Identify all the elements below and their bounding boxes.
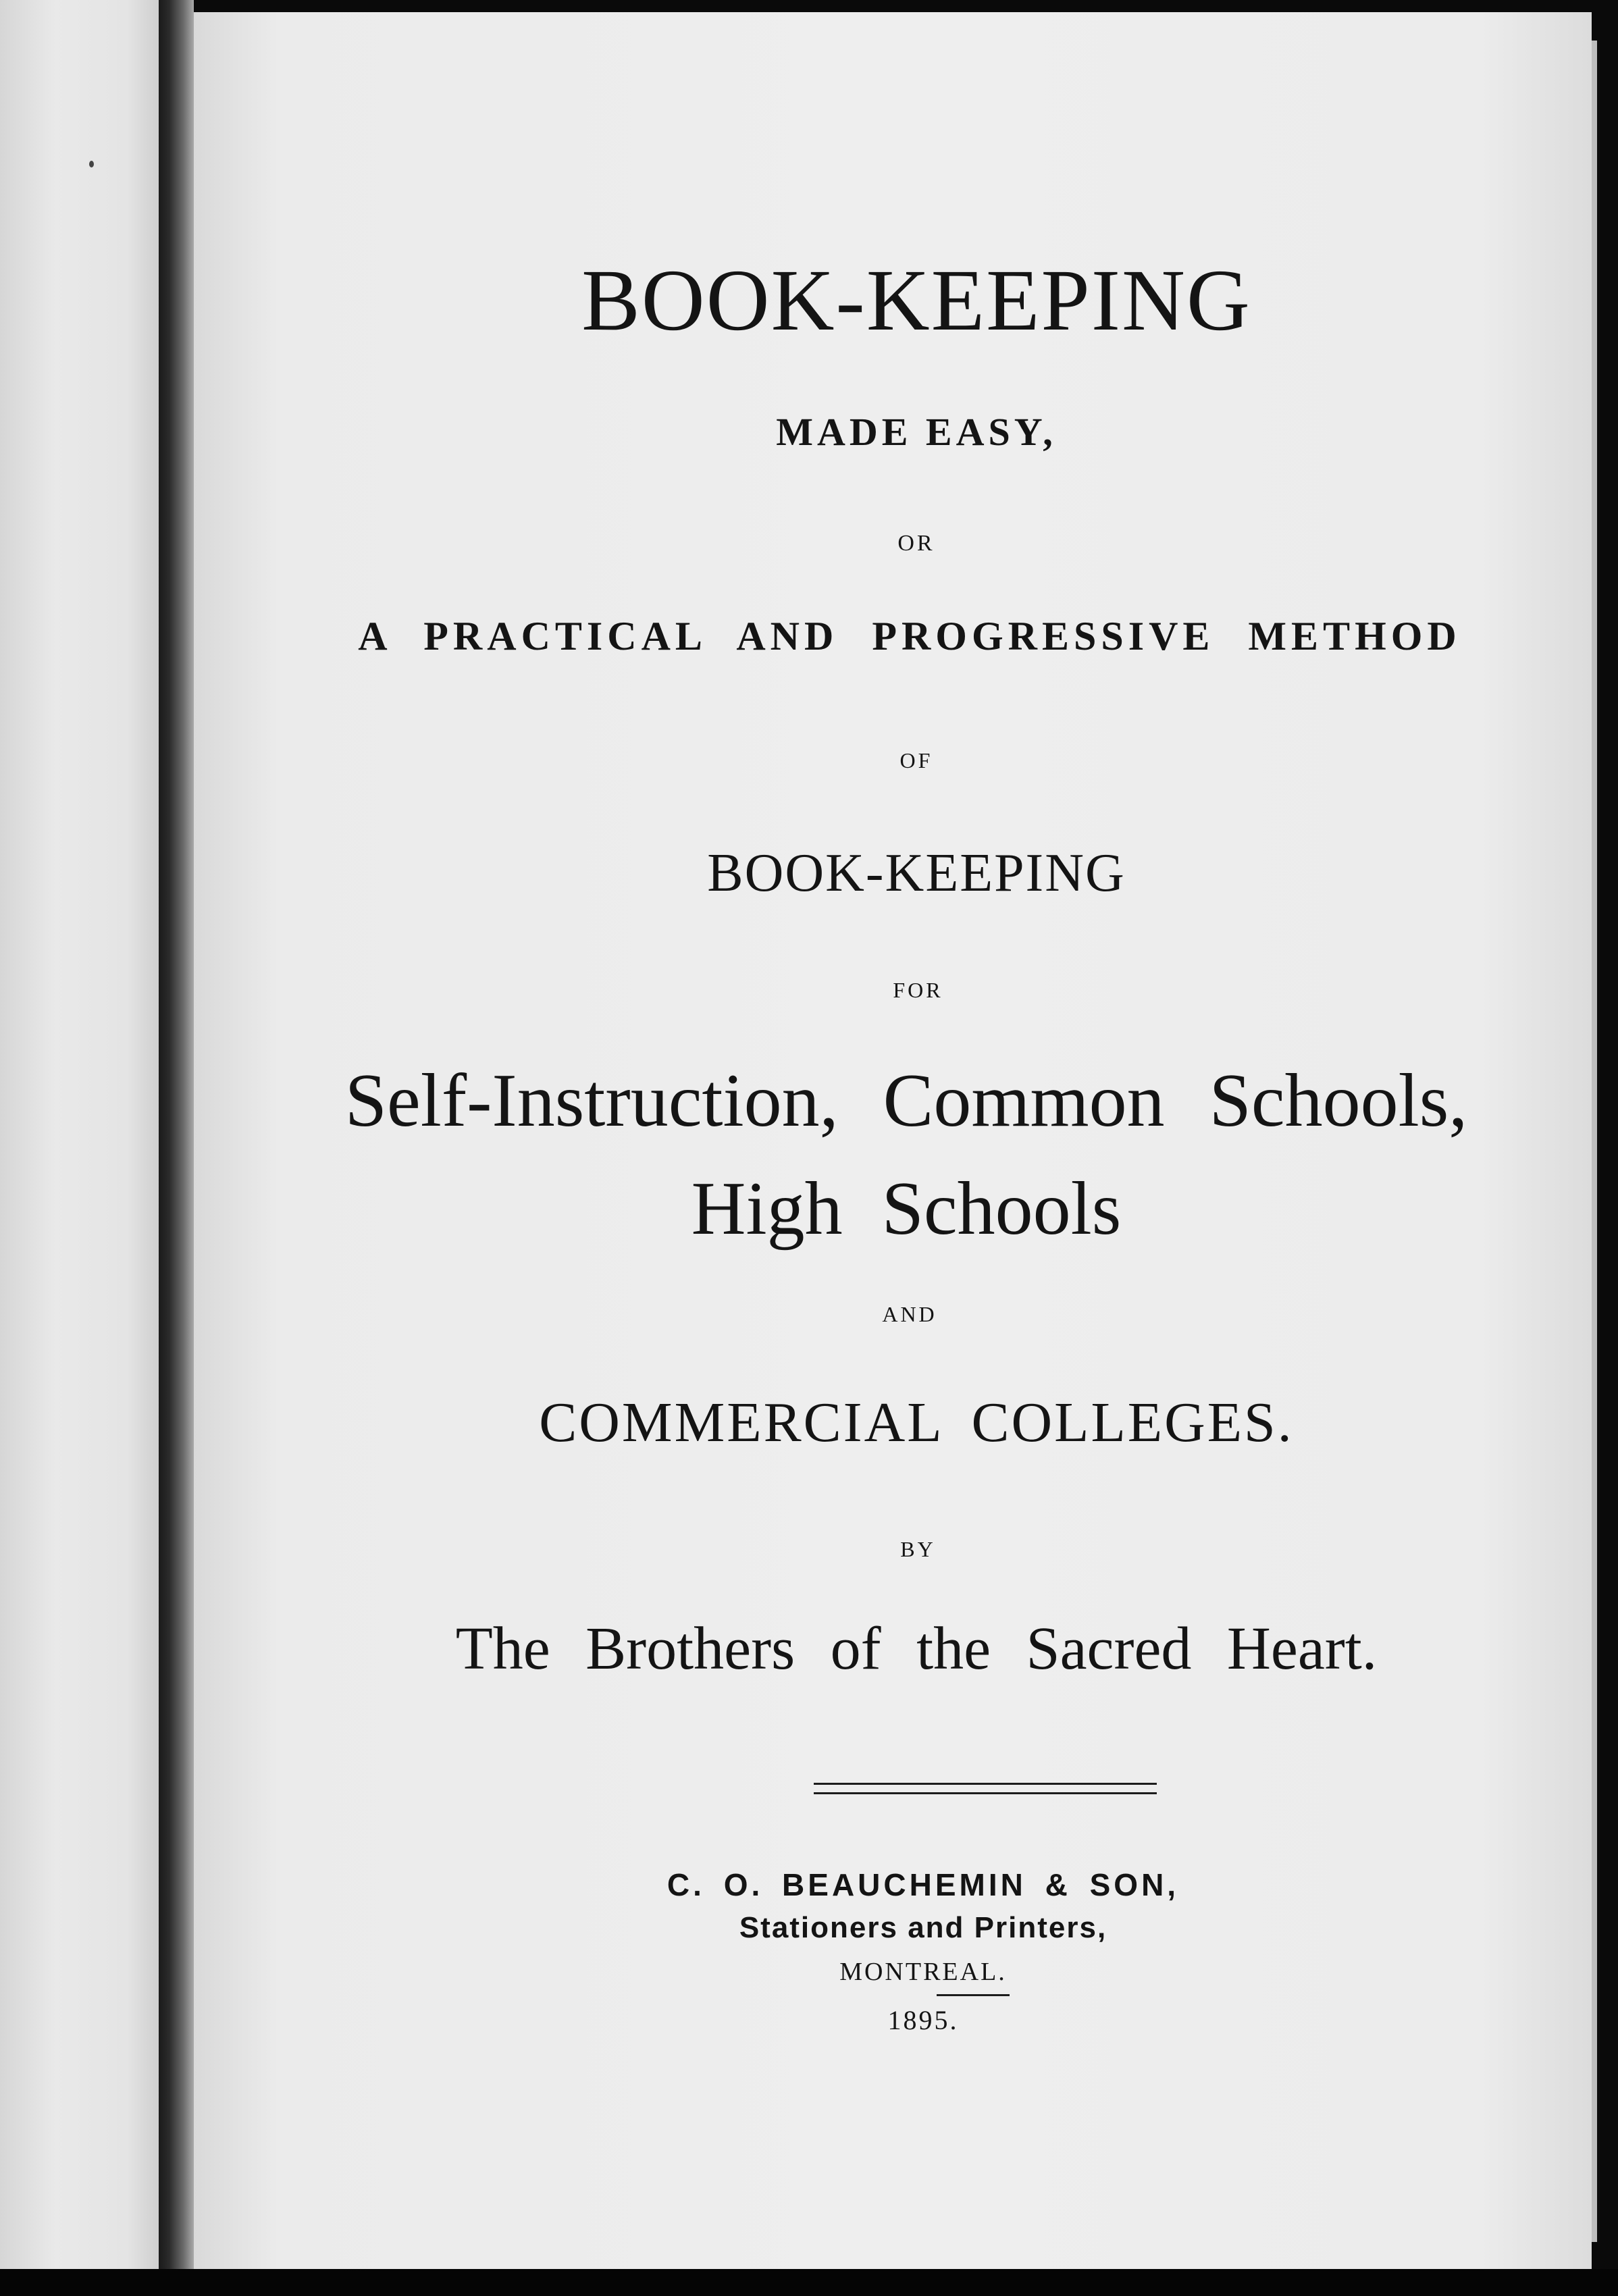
connector-and: AND xyxy=(882,1302,937,1326)
short-rule xyxy=(937,1994,1010,1996)
scan-bottom-strip xyxy=(0,2269,1618,2296)
title-page xyxy=(194,12,1592,2269)
publication-year: 1895. xyxy=(887,2005,959,2035)
secondary-title: BOOK-KEEPING xyxy=(707,843,1126,903)
connector-of: OF xyxy=(899,748,933,773)
author-line: The Brothers of the Sacred Heart. xyxy=(455,1615,1378,1682)
page-edge-right xyxy=(1592,41,1597,2242)
audience-line-1: Self-Instruction, Common Schools, xyxy=(344,1059,1468,1143)
main-title: BOOK-KEEPING xyxy=(581,252,1251,349)
colleges-line: COMMERCIAL COLLEGES. xyxy=(539,1391,1294,1454)
audience-line-2: High Schools xyxy=(691,1167,1122,1251)
publisher-trade: Stationers and Printers, xyxy=(739,1911,1107,1944)
publisher-name: C. O. BEAUCHEMIN & SON, xyxy=(667,1867,1180,1902)
subtitle: MADE EASY, xyxy=(776,410,1057,454)
connector-or: OR xyxy=(897,531,935,556)
connector-for: FOR xyxy=(893,978,943,1002)
method-line: A PRACTICAL AND PROGRESSIVE METHOD xyxy=(358,614,1461,658)
double-rule-bottom xyxy=(814,1792,1157,1794)
connector-by: BY xyxy=(900,1537,936,1561)
publication-city: MONTREAL. xyxy=(839,1958,1007,1986)
left-page-edge xyxy=(0,0,159,2269)
paper-speck xyxy=(89,161,94,167)
double-rule-top xyxy=(814,1783,1157,1785)
binding-gutter xyxy=(159,0,194,2296)
